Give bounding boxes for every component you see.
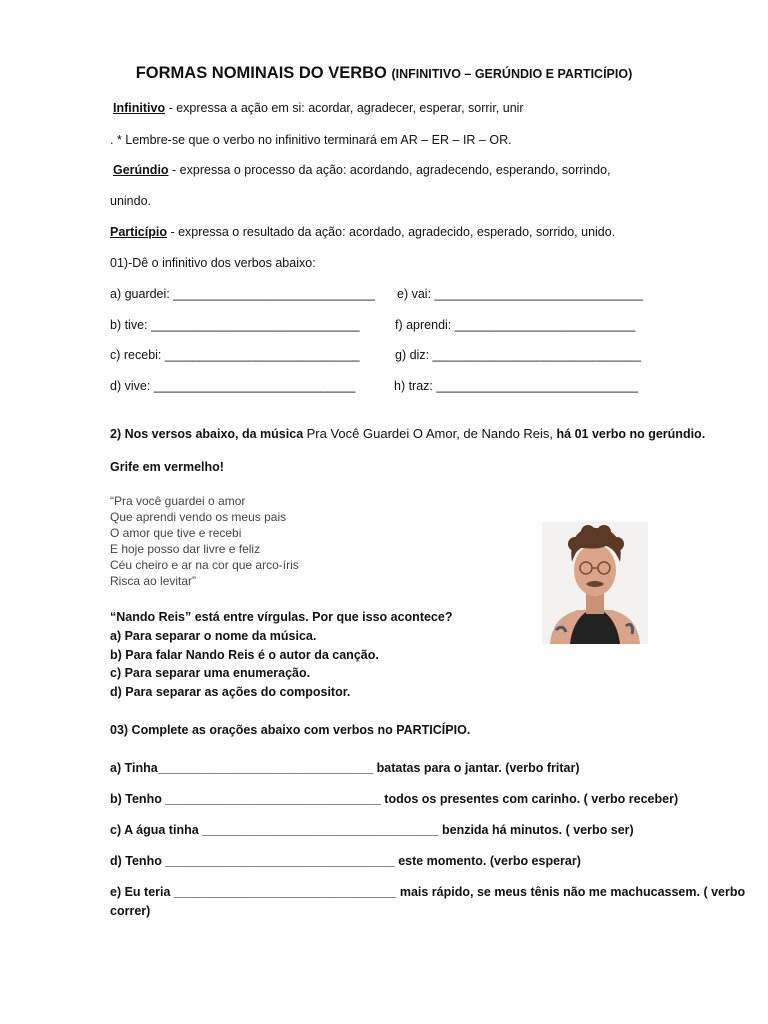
text-infinitivo: - expressa a ação em si: acordar, agradecer, esperar, sorrir, unir	[168, 101, 524, 115]
title-main: FORMAS NOMINAIS DO VERBO	[135, 64, 387, 82]
gerundio-continuation: unindo.	[110, 194, 152, 208]
singer-portrait	[542, 522, 648, 644]
q1-item-h: h) traz: _____________________________	[394, 379, 638, 393]
lyric-line: Que aprendi vendo os meus pais	[110, 510, 287, 524]
q1-item-d: d) vive: _____________________________	[110, 379, 356, 393]
q3-item-d: d) Tenho _________________________________ este momento. (verbo esperar)	[110, 854, 581, 868]
q3-heading: 03) Complete as orações abaixo com verbos no PARTICÍPIO.	[110, 723, 471, 737]
lyric-line: Céu cheiro e ar na cor que arco-íris	[110, 558, 299, 572]
title-sub: (INFINITIVO – GERÚNDIO E PARTICÍPIO)	[391, 67, 633, 81]
q2-option-a: a) Para separar o nome da música.	[110, 629, 317, 643]
q2-intro	[110, 426, 705, 442]
lyric-line: E hoje posso dar livre e feliz	[110, 542, 261, 556]
q2-option-c: c) Para separar uma enumeração.	[110, 666, 311, 680]
lembrete-line: . * Lembre-se que o verbo no infinitivo terminará em AR – ER – IR – OR.	[110, 133, 512, 147]
q3-item-a: a) Tinha_______________________________ batatas para o jantar. (verbo fritar)	[110, 761, 580, 775]
lyric-line: O amor que tive e recebi	[110, 526, 242, 540]
q1-item-a: a) guardei: _____________________________	[110, 287, 375, 301]
q3-item-c: c) A água tinha __________________________________ benzida há minutos. ( verbo ser)	[110, 823, 634, 837]
text-gerundio: - expressa o processo da ação: acordando, agradecendo, esperando, sorrindo,	[172, 163, 611, 177]
singer-photo	[542, 522, 648, 644]
q1-heading: 01)-Dê o infinitivo dos verbos abaixo:	[110, 256, 316, 270]
term-infinitivo: Infinitivo	[113, 101, 166, 115]
definition-gerundio	[113, 162, 611, 178]
term-gerundio: Gerúndio	[113, 163, 169, 177]
text-participio: - expressa o resultado da ação: acordado, agradecido, esperado, sorrido, unido.	[170, 225, 616, 239]
q2-question: “Nando Reis” está entre vírgulas. Por que isso acontece?	[110, 610, 453, 624]
q2-suffix: há 01 verbo no gerúndio.	[556, 427, 706, 441]
q3-item-e: e) Eu teria ________________________________ mais rápido, se meus tênis não me machucassem. ( verbo	[110, 885, 746, 899]
q3-item-b: b) Tenho _______________________________ todos os presentes com carinho. ( verbo receber)	[110, 792, 679, 806]
q2-instruction: Grife em vermelho!	[110, 460, 224, 474]
q2-prefix: 2) Nos versos abaixo, da música	[110, 427, 304, 441]
definition-participio	[110, 224, 615, 240]
q1-item-c: c) recebi: ____________________________	[110, 348, 360, 362]
q1-item-f: f) aprendi: __________________________	[395, 318, 636, 332]
q1-item-b: b) tive: ______________________________	[110, 318, 360, 332]
q3-item-e-continuation: correr)	[110, 904, 151, 918]
q1-item-g: g) diz: ______________________________	[395, 348, 642, 362]
page-title	[0, 64, 768, 83]
q1-item-e: e) vai: ______________________________	[397, 287, 644, 301]
lyric-line: Risca ao levitar”	[110, 574, 197, 588]
q2-song-name: Pra Você Guardei O Amor, de Nando Reis,	[306, 426, 554, 441]
q2-option-b: b) Para falar Nando Reis é o autor da canção.	[110, 648, 379, 662]
definition-infinitivo	[113, 100, 524, 116]
term-participio: Particípio	[110, 225, 167, 239]
q2-option-d: d) Para separar as ações do compositor.	[110, 685, 351, 699]
lyric-line: “Pra você guardei o amor	[110, 494, 246, 508]
